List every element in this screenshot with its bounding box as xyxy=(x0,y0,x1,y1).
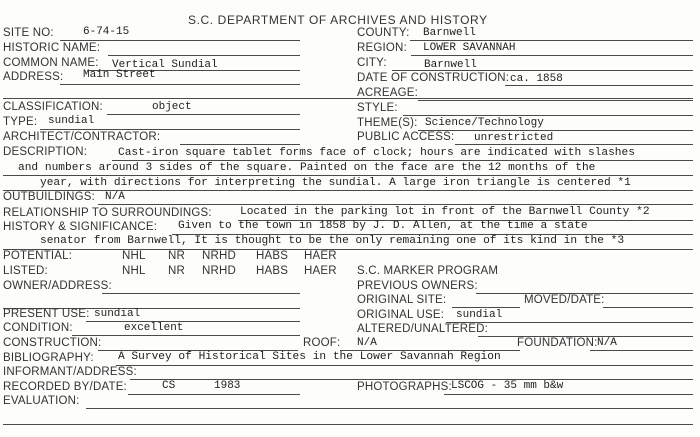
owner-address-underline xyxy=(102,293,300,294)
description-line-3: year, with directions for interpreting the sundial. A large iron triangle is centered *1 xyxy=(40,177,631,189)
foundation-label: FOUNDATION: xyxy=(517,337,598,349)
acreage-underline xyxy=(418,100,693,101)
description-line-2: and numbers around 3 sides of the square. Painted on the face are the 12 months of the xyxy=(18,162,596,174)
photographs-underline xyxy=(444,394,693,395)
themes-underline xyxy=(418,130,693,131)
moved-date-label: MOVED/DATE: xyxy=(524,294,605,306)
informant-label: INFORMANT/ADDRESS: xyxy=(3,366,137,378)
potential-habs[interactable]: HABS xyxy=(256,250,289,262)
original-use-value: sundial xyxy=(456,309,503,321)
previous-owners-label: PREVIOUS OWNERS: xyxy=(357,280,478,292)
evaluation-underline-2 xyxy=(3,424,693,425)
public-access-label: PUBLIC ACCESS: xyxy=(357,131,455,143)
description-underline-1 xyxy=(112,160,693,161)
history-line-2: senator from Barnwell, It is thought to be the only remaining one of its kind in the *3 xyxy=(40,235,625,247)
potential-nr[interactable]: NR xyxy=(168,250,186,262)
sc-marker-label: S.C. MARKER PROGRAM xyxy=(357,265,499,277)
description-underline-2 xyxy=(3,175,693,176)
potential-nrhd[interactable]: NRHD xyxy=(202,250,237,262)
evaluation-label: EVALUATION: xyxy=(3,395,80,407)
altered-label: ALTERED/UNALTERED: xyxy=(357,323,488,335)
photographs-label: PHOTOGRAPHS: xyxy=(357,381,452,393)
potential-haer[interactable]: HAER xyxy=(304,250,337,262)
foundation-underline xyxy=(590,350,693,351)
condition-underline xyxy=(72,335,300,336)
potential-label: POTENTIAL: xyxy=(3,250,73,262)
architect-underline xyxy=(180,144,300,145)
listed-nhl[interactable]: NHL xyxy=(122,265,146,277)
condition-label: CONDITION: xyxy=(3,322,73,334)
condition-value: excellent xyxy=(124,322,184,334)
moved-date-underline xyxy=(603,307,693,308)
roof-label: ROOF: xyxy=(303,337,341,349)
county-underline xyxy=(410,40,693,41)
section-divider xyxy=(3,98,693,99)
historic-name-label: HISTORIC NAME: xyxy=(3,42,101,54)
classification-underline xyxy=(107,114,300,115)
architect-label: ARCHITECT/CONTRACTOR: xyxy=(3,131,161,143)
listed-nrhd[interactable]: NRHD xyxy=(202,265,237,277)
recorded-date-value: 1983 xyxy=(214,380,241,392)
site-no-label: SITE NO: xyxy=(3,27,54,39)
owner-address-label: OWNER/ADDRESS: xyxy=(3,280,112,292)
foundation-value: N/A xyxy=(597,337,617,349)
region-label: REGION: xyxy=(357,42,407,54)
photographs-value: LSCOG - 35 mm b&w xyxy=(451,380,564,392)
common-name-label: COMMON NAME: xyxy=(3,57,99,69)
original-site-label: ORIGINAL SITE: xyxy=(357,294,447,306)
classification-value: object xyxy=(152,101,192,113)
site-no-underline xyxy=(60,40,300,41)
relationship-label: RELATIONSHIP TO SURROUNDINGS: xyxy=(3,207,212,219)
history-underline-2 xyxy=(3,249,693,250)
bibliography-underline xyxy=(116,365,693,366)
classification-label: CLASSIFICATION: xyxy=(3,101,103,113)
construction-label: CONSTRUCTION: xyxy=(3,337,102,349)
address-label: ADDRESS: xyxy=(3,71,64,83)
form-header: S.C. DEPARTMENT OF ARCHIVES AND HISTORY xyxy=(188,13,488,27)
description-line-1: Cast-iron square tablet forms face of clock; hours are indicated with slashes xyxy=(118,147,635,159)
style-label: STYLE: xyxy=(357,102,398,114)
address-underline xyxy=(60,84,300,85)
present-use-value: sundial xyxy=(94,308,141,320)
recorded-by-value: CS xyxy=(162,380,176,392)
original-site-underline xyxy=(452,307,520,308)
type-label: TYPE: xyxy=(3,116,38,128)
bibliography-value: A Survey of Historical Sites in the Lower Savannah Region xyxy=(118,351,501,363)
address-value: Main Street xyxy=(83,69,156,81)
present-use-label: PRESENT USE: xyxy=(3,308,90,320)
themes-value: Science/Technology xyxy=(425,117,544,129)
recorded-by-underline xyxy=(128,394,300,395)
public-access-value: unrestricted xyxy=(474,132,554,144)
date-construction-label: DATE OF CONSTRUCTION: xyxy=(357,72,510,84)
listed-label: LISTED: xyxy=(3,265,48,277)
region-underline xyxy=(411,55,693,56)
date-construction-underline xyxy=(505,85,693,86)
city-label: CITY: xyxy=(357,57,387,69)
themes-label: THEME(S): xyxy=(357,117,418,129)
roof-value: N/A xyxy=(357,337,377,349)
site-no-value: 6-74-15 xyxy=(83,26,130,38)
listed-habs[interactable]: HABS xyxy=(256,265,289,277)
evaluation-underline xyxy=(86,408,693,409)
public-access-underline xyxy=(455,144,693,145)
county-label: COUNTY: xyxy=(357,27,410,39)
present-use-underline xyxy=(86,321,300,322)
bibliography-label: BIBLIOGRAPHY: xyxy=(3,352,94,364)
region-value: LOWER SAVANNAH xyxy=(423,42,516,54)
potential-nhl[interactable]: NHL xyxy=(122,250,146,262)
description-label: DESCRIPTION: xyxy=(3,146,88,158)
listed-nr[interactable]: NR xyxy=(168,265,186,277)
original-use-label: ORIGINAL USE: xyxy=(357,309,445,321)
county-value: Barnwell xyxy=(423,27,476,39)
history-line-1: Given to the town in 1858 by J. D. Allen, at the time a state xyxy=(178,220,588,232)
date-construction-value: ca. 1858 xyxy=(510,73,563,85)
recorded-by-label: RECORDED BY/DATE: xyxy=(3,381,127,393)
history-label: HISTORY & SIGNIFICANCE: xyxy=(3,221,158,233)
type-value: sundial xyxy=(48,115,95,127)
acreage-label: ACREAGE: xyxy=(357,87,419,99)
outbuildings-value: N/A xyxy=(105,191,125,203)
historic-name-underline xyxy=(108,55,300,56)
outbuildings-underline xyxy=(98,204,693,205)
relationship-value: Located in the parking lot in front of the Barnwell County *2 xyxy=(240,206,650,218)
outbuildings-label: OUTBUILDINGS: xyxy=(3,191,96,203)
type-underline xyxy=(40,129,300,130)
common-name-value: Vertical Sundial xyxy=(112,59,218,71)
listed-haer[interactable]: HAER xyxy=(304,265,337,277)
style-underline xyxy=(403,115,693,116)
city-value: Barnwell xyxy=(424,59,477,71)
